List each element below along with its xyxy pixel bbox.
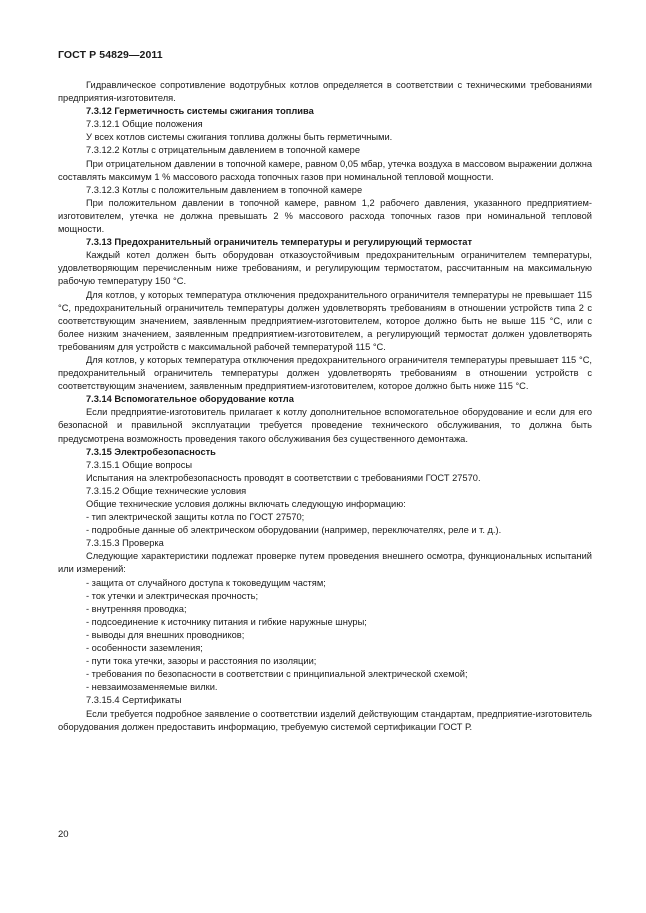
paragraph: Следующие характеристики подлежат проверке путем проведения внешнего осмотра, функциональных испытаний или измерений: xyxy=(58,551,592,575)
paragraph: 7.3.12.3 Котлы с положительным давлением в топочной камере xyxy=(86,184,363,195)
section-heading: 7.3.13 Предохранительный ограничитель температуры и регулирующий термостат xyxy=(86,237,473,248)
paragraph: Для котлов, у которых температура отключения предохранительного ограничителя температуры превышает 115 °С, предохранительный ограничитель температуры должен удовлетворять требованиям в отношении устройств с соответствующим значением, заявленным предприятием-изготовителем, которое должно быть ниже 115 °С. xyxy=(58,354,592,392)
paragraph: 7.3.12.1 Общие положения xyxy=(86,119,203,130)
standard-header: ГОСТ Р 54829—2011 xyxy=(58,49,163,61)
paragraph: У всех котлов системы сжигания топлива должны быть герметичными. xyxy=(86,132,393,143)
list-item: - невзаимозаменяемые вилки. xyxy=(86,682,218,693)
paragraph: Если предприятие-изготовитель прилагает к котлу дополнительное вспомогательное оборудование и если для его безопасной и правильной эксплуатации требуется проведение технического обслуживания, то должна быть предусмотрена возможность проведения такого обслуживания без существенного демонтажа. xyxy=(58,407,592,444)
list-item: - внутренняя проводка; xyxy=(86,603,187,614)
paragraph: При отрицательном давлении в топочной камере, равном 0,05 мбар, утечка воздуха в массовом выражении должна составлять максимум 1 % массового расхода топочных газов при номинальной тепловой мощности. xyxy=(58,158,592,182)
paragraph: 7.3.15.3 Проверка xyxy=(86,538,164,549)
list-item: - защита от случайного доступа к токоведущим частям; xyxy=(86,577,326,588)
paragraph: Каждый котел должен быть оборудован отказоустойчивым предохранительным ограничителем температуры, удовлетворяющим перечисленным ниже требованиям, и регулирующим термостатом, рассчитанным на максимальную рабочую температуру 150 °С. xyxy=(58,250,592,287)
list-item: - подсоединение к источнику питания и гибкие наружные шнуры; xyxy=(86,616,367,627)
paragraph: 7.3.15.1 Общие вопросы xyxy=(86,459,193,470)
paragraph: При положительном давлении в топочной камере, равном 1,2 рабочего давления, указанного предприятием-изготовителем, утечка не должна превышать 2 % массового расхода топочных газов при номинальной тепловой мощности. xyxy=(58,197,592,235)
section-heading: 7.3.14 Вспомогательное оборудование котла xyxy=(86,394,294,405)
list-item: - требования по безопасности в соответствии с принципиальной электрической схемой; xyxy=(86,669,468,680)
page-number: 20 xyxy=(58,829,69,840)
list-item: - подробные данные об электрическом оборудовании (например, переключателях, реле и т. д.). xyxy=(86,525,502,536)
paragraph: Общие технические условия должны включать следующую информацию: xyxy=(86,499,406,509)
document-body xyxy=(58,79,592,734)
paragraph: Испытания на электробезопасность проводят в соответствии с требованиями ГОСТ 27570. xyxy=(86,472,481,483)
paragraph: 7.3.15.2 Общие технические условия xyxy=(86,485,247,496)
section-heading: 7.3.12 Герметичность системы сжигания топлива xyxy=(86,106,314,117)
list-item: - особенности заземления; xyxy=(86,643,203,654)
list-item: - выводы для внешних проводников; xyxy=(86,629,245,640)
paragraph: Если требуется подробное заявление о соответствии изделий действующим стандартам, предприятие-изготовитель оборудования должен предоставить информацию, требуемую системой сертификации ГОСТ Р. xyxy=(58,708,592,732)
paragraph: Гидравлическое сопротивление водотрубных котлов определяется в соответствии с техническими требованиями предприятия-изготовителя. xyxy=(58,80,592,104)
paragraph: Для котлов, у которых температура отключения предохранительного ограничителя температуры не превышает 115 °С, предохранительный ограничитель температуры должен удовлетворять требованиям в отношении устройств типа 2 с соответствующим значением, заявленным предприятием-изготовителем, которое должно быть не выше 115 °С, или с более низким значением, заявленным предприятием-изготовителем, а регулирующий термостат должен удовлетворять требованиям для устройств с максимальной рабочей температурой 115 °С. xyxy=(58,289,592,352)
paragraph: 7.3.15.4 Сертификаты xyxy=(86,695,182,706)
list-item: - тип электрической защиты котла по ГОСТ 27570; xyxy=(86,512,305,523)
paragraph: 7.3.12.2 Котлы с отрицательным давлением в топочной камере xyxy=(86,145,360,156)
list-item: - ток утечки и электрическая прочность; xyxy=(86,590,259,601)
section-heading: 7.3.15 Электробезопасность xyxy=(86,446,216,457)
list-item: - пути тока утечки, зазоры и расстояния по изоляции; xyxy=(86,656,317,667)
